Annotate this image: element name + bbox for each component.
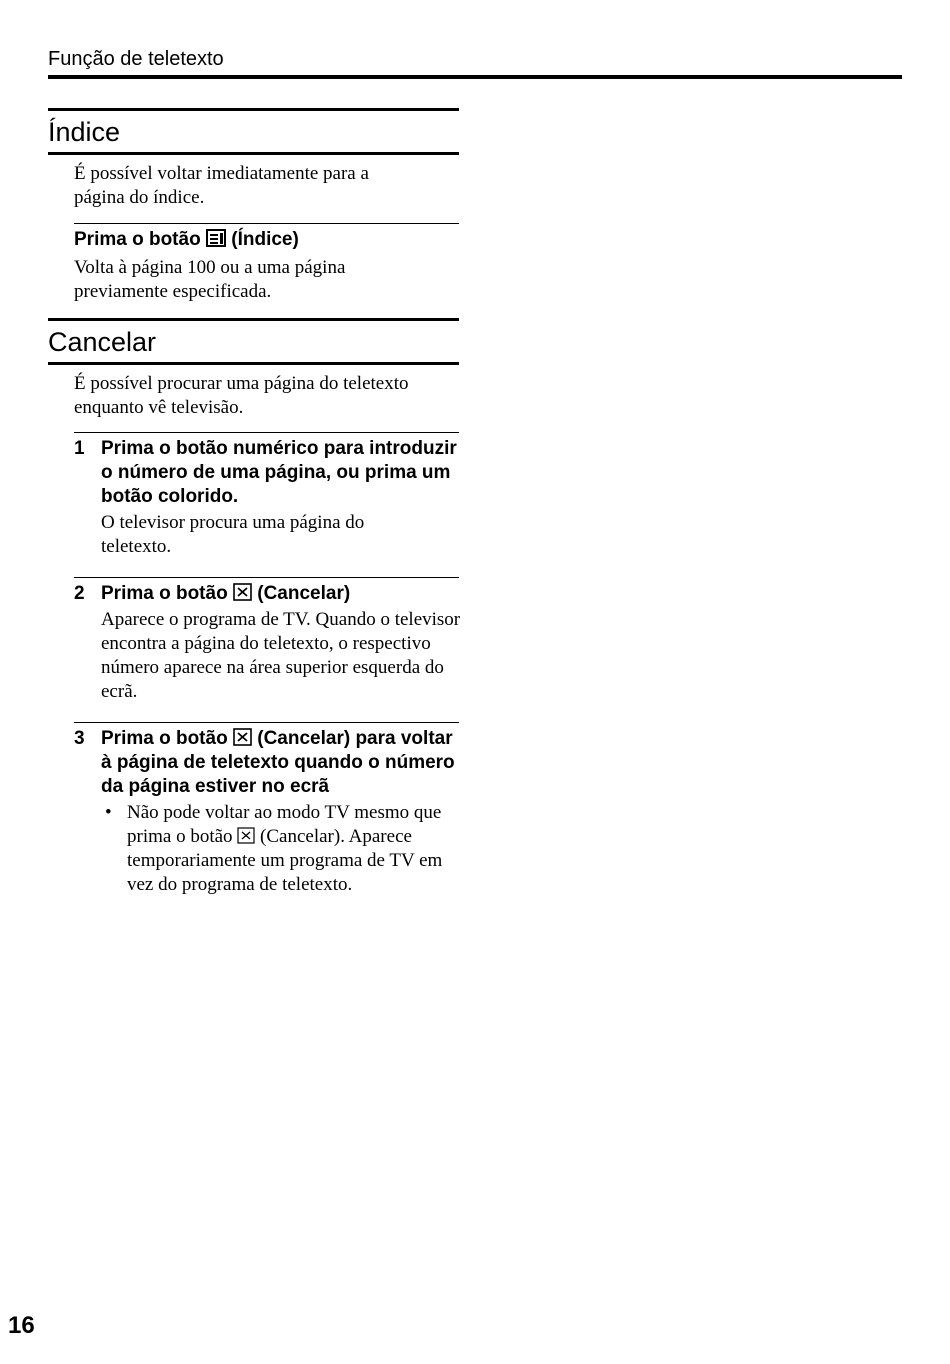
section-title-indice: Índice — [48, 117, 121, 147]
step-2 — [74, 582, 459, 704]
step-2-head-pre: Prima o botão — [101, 583, 228, 604]
step-divider — [74, 223, 459, 224]
step-3-note-pre: Não pode voltar ao modo TV mesmo que prima o botão — [127, 802, 442, 847]
section-indice — [48, 108, 459, 304]
cancel-button-icon — [237, 827, 255, 844]
section-cancelar — [48, 318, 459, 897]
cancel-button-icon — [233, 583, 252, 601]
step-2-heading — [101, 582, 459, 606]
step-3-note-post: (Cancelar). Aparece temporariamente um programa de TV em vez do programa de teletexto. — [127, 826, 443, 895]
step-3-note-text — [127, 801, 452, 897]
step-number: 3 — [74, 728, 85, 749]
step-divider — [74, 432, 459, 433]
section-rule-bottom — [48, 362, 459, 365]
step-3-note — [101, 801, 459, 897]
section-rule-bottom — [48, 152, 459, 155]
step-1 — [74, 437, 459, 559]
indice-step-head-pre: Prima o botão — [74, 229, 201, 250]
running-header: Função de teletexto — [48, 48, 224, 70]
step-3-heading — [101, 727, 461, 799]
step-3-head-pre: Prima o botão — [101, 728, 228, 749]
step-3-head-post: (Cancelar) para voltar à página de teletexto quando o número da página estiver no ecrã — [101, 728, 455, 797]
indice-intro: É possível voltar imediatamente para a página do índice. — [74, 163, 369, 208]
step-2-head-post: (Cancelar) — [257, 583, 351, 604]
cancelar-intro: É possível procurar uma página do teletexto enquanto vê televisão. — [74, 373, 409, 418]
page-number: 16 — [8, 1312, 35, 1339]
header-rule — [48, 75, 902, 79]
step-3 — [74, 727, 459, 897]
indice-step-heading — [74, 228, 459, 252]
step-1-body: O televisor procura uma página do teletexto. — [101, 512, 365, 557]
step-divider — [74, 722, 459, 723]
step-number: 1 — [74, 438, 85, 459]
cancel-button-icon — [233, 728, 252, 746]
index-button-icon — [206, 229, 226, 247]
indice-step-body: Volta à página 100 ou a uma página previamente especificada. — [74, 257, 346, 302]
step-divider — [74, 577, 459, 578]
step-2-body: Aparece o programa de TV. Quando o televisor encontra a página do teletexto, o respectivo número aparece na área superior esquerda do ecrã. — [101, 609, 461, 702]
step-number: 2 — [74, 583, 85, 604]
section-title-cancelar: Cancelar — [48, 327, 157, 357]
step-1-heading: Prima o botão numérico para introduzir o número de uma página, ou prima um botão colorido. — [101, 438, 457, 507]
bullet-dot: • — [105, 802, 112, 823]
indice-step-head-post: (Índice) — [231, 229, 299, 250]
